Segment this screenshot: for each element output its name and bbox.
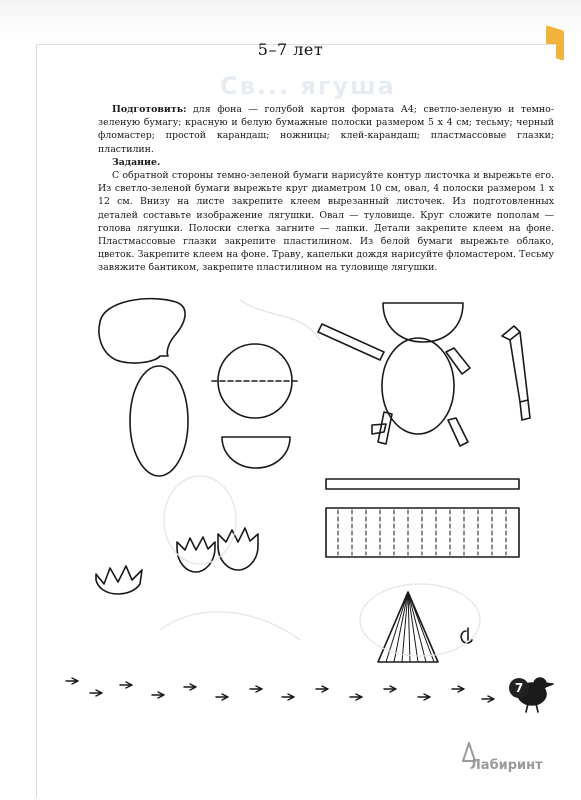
left-arm-strip [318, 324, 384, 360]
oval-body-shape [130, 366, 188, 476]
flower-cup-right [218, 528, 258, 570]
leaf-shape [99, 299, 185, 363]
assembled-head [383, 303, 463, 342]
left-leg-bend [372, 424, 386, 434]
assembled-body [382, 338, 454, 434]
page-number: 7 [509, 678, 529, 698]
right-leg-strip [448, 418, 468, 446]
accordion-fold-lines [338, 510, 506, 555]
paper-fan-shape [378, 592, 438, 662]
publisher-watermark: Лабиринт [470, 758, 543, 773]
task-heading: Задание. [112, 156, 161, 168]
small-hook-shape [461, 628, 472, 643]
half-circle-shape [222, 437, 290, 468]
task-paragraph: С обратной стороны темно-зеленой бумаги нарисуйте контур листочка и вырежьте его. Из светло-зеленой бумаги вырежьте круг диаметром 10 см, овал, 4 полоски размером 1 х 12 см. Внизу на листе закрепите клеем вырезанный листочек. Из подготовленных деталей составьте изображение лягушки. Овал — туловище. Круг сложите пополам — голова лягушки. Полоски слегка загните — лапки. Детали закрепите клеем на фоне. Пластмассовые глазки закрепите пластилином. Из белой бумаги вырежьте облако, цветок. Закрепите клеем на фоне. Траву, капельки дождя нарисуйте фломастером. Тесьму завяжите бантиком, закрепите пластилином на туловище лягушки. [98, 170, 554, 274]
prepare-text: для фона — голубой картон формата А4; светло-зеленую и темно-зеленую бумагу; красную и белую бумажные полоски размером 5 х 4 см; тесьму; черный фломастер; простой карандаш; ножницы; клей-карандаш; пластмассовые глазки; пластилин. [98, 104, 554, 155]
faded-watermark-title: Св... ягуша [220, 72, 396, 100]
prepare-label: Подготовить: [112, 104, 187, 115]
flower-cup-left [177, 537, 215, 572]
flower-crown-shape [96, 566, 142, 594]
page-title: 5–7 лет [257, 40, 324, 59]
bent-strip [502, 326, 530, 420]
faint-background-sketch [160, 300, 480, 656]
footprints-trail [66, 678, 494, 702]
long-paper-strip [326, 479, 519, 489]
